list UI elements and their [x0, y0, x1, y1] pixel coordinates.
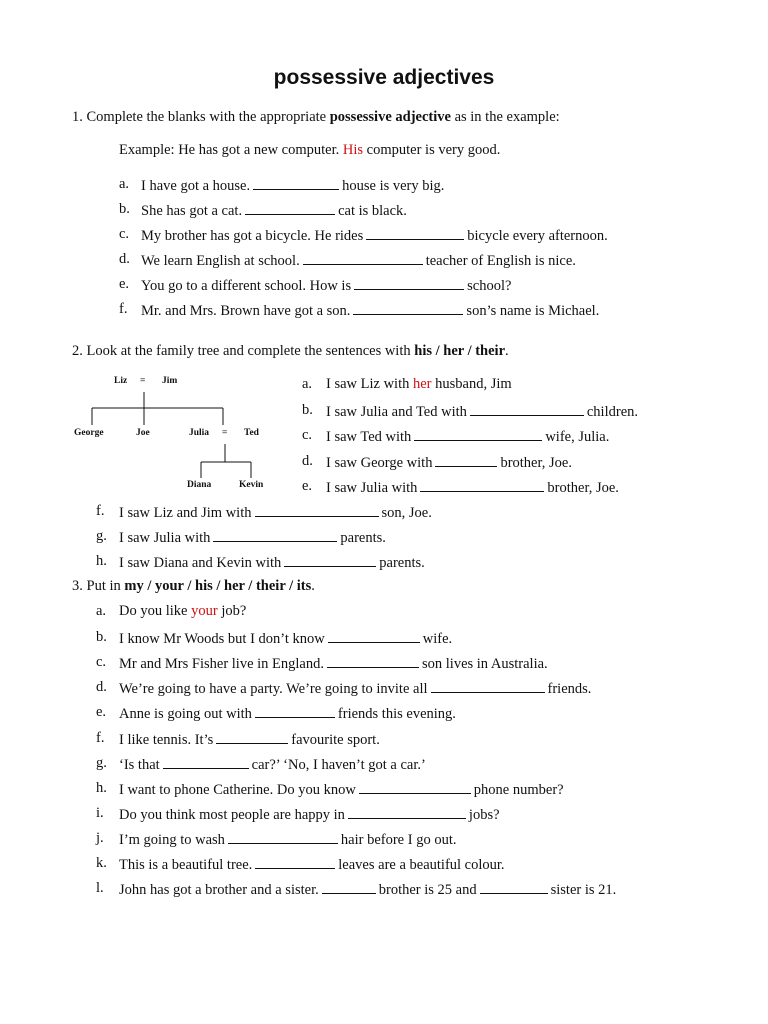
tree-name-ted: Ted	[244, 428, 259, 438]
answer-blank[interactable]	[431, 678, 545, 693]
family-tree	[70, 372, 290, 494]
tree-equals: =	[222, 428, 228, 438]
answer-blank[interactable]	[359, 779, 471, 794]
tree-name-diana: Diana	[187, 480, 212, 490]
answer-blank[interactable]	[228, 829, 338, 844]
answer-blank[interactable]	[216, 729, 288, 744]
tree-equals: =	[140, 376, 146, 386]
answer-blank[interactable]	[245, 200, 335, 215]
example-answer: your	[191, 603, 218, 619]
answer-blank[interactable]	[255, 502, 379, 517]
page-title: possessive adjectives	[273, 66, 495, 89]
answer-blank[interactable]	[253, 175, 339, 190]
answer-blank[interactable]	[284, 552, 376, 567]
tree-name-joe: Joe	[136, 428, 150, 438]
example-answer: His	[342, 142, 364, 158]
answer-blank[interactable]	[255, 854, 335, 869]
answer-blank[interactable]	[414, 426, 542, 441]
tree-name-kevin: Kevin	[239, 480, 264, 490]
answer-blank[interactable]	[435, 452, 497, 467]
tree-name-liz: Liz	[114, 376, 128, 386]
answer-blank[interactable]	[354, 275, 464, 290]
answer-blank[interactable]	[327, 653, 419, 668]
tree-name-julia: Julia	[189, 428, 210, 438]
exercise-2-instructions: 2. Look at the family tree and complete the sentences with his / her / their.	[72, 343, 509, 359]
answer-blank[interactable]	[480, 879, 548, 894]
answer-blank[interactable]	[328, 628, 420, 643]
answer-blank[interactable]	[470, 401, 584, 416]
answer-blank[interactable]	[213, 527, 337, 542]
example-answer: her	[412, 376, 432, 392]
answer-blank[interactable]	[348, 804, 466, 819]
answer-blank[interactable]	[303, 250, 423, 265]
answer-blank[interactable]	[353, 300, 463, 315]
answer-blank[interactable]	[366, 225, 464, 240]
exercise-3-instructions: 3. Put in my / your / his / her / their / its.	[72, 578, 315, 594]
tree-name-george: George	[74, 428, 104, 438]
answer-blank[interactable]	[322, 879, 376, 894]
answer-blank[interactable]	[163, 754, 249, 769]
tree-name-jim: Jim	[162, 376, 178, 386]
answer-blank[interactable]	[420, 477, 544, 492]
exercise-1-instructions: 1. Complete the blanks with the appropriate possessive adjective as in the example:	[72, 109, 560, 125]
exercise-1-example: Example: He has got a new computer. His computer is very good.	[119, 142, 501, 158]
answer-blank[interactable]	[255, 703, 335, 718]
